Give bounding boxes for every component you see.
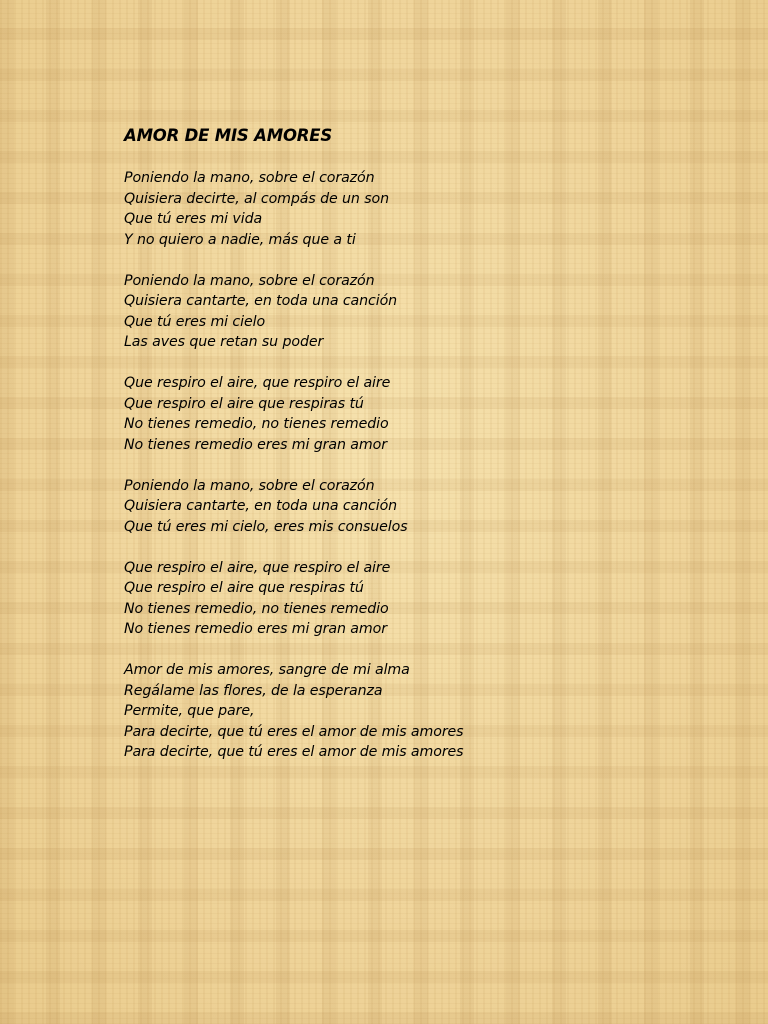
lyric-line: Que respiro el aire, que respiro el aire (124, 375, 391, 391)
stanza-6 (124, 660, 684, 763)
lyric-line: Amor de mis amores, sangre de mi alma (124, 662, 410, 678)
lyric-line: No tienes remedio eres mi gran amor (124, 621, 387, 637)
lyric-line: Para decirte, que tú eres el amor de mis amores (124, 723, 464, 740)
lyric-line: Que tú eres mi vida (124, 211, 263, 227)
stanza-5 (124, 558, 684, 640)
stanza-2 (124, 271, 684, 353)
lyric-line: Que tú eres mi cielo, eres mis consuelos (124, 518, 408, 535)
lyric-line: Que tú eres mi cielo (124, 313, 266, 330)
lyric-line: Quisiera cantarte, en toda una canción (124, 293, 398, 309)
lyric-line: Poniendo la mano, sobre el corazón (124, 477, 375, 494)
lyric-line: Quisiera cantarte, en toda una canción (124, 498, 398, 514)
lyric-line: Quisiera decirte, al compás de un son (124, 190, 389, 207)
lyric-line: Para decirte, que tú eres el amor de mis amores (124, 744, 464, 760)
stanza-4 (124, 476, 684, 538)
lyric-line: Poniendo la mano, sobre el corazón (124, 272, 375, 289)
lyric-line: Que respiro el aire que respiras tú (124, 395, 364, 412)
lyric-line: Y no quiero a nadie, más que a ti (124, 231, 356, 248)
lyric-line: No tienes remedio, no tienes remedio (124, 416, 389, 432)
lyric-line: No tienes remedio, no tienes remedio (124, 600, 389, 617)
lyric-line: Permite, que pare, (124, 703, 255, 719)
lyric-line: Que respiro el aire, que respiro el aire (124, 559, 391, 576)
lyric-line: Poniendo la mano, sobre el corazón (124, 170, 375, 186)
stanza-1 (124, 168, 684, 250)
lyric-line: No tienes remedio eres mi gran amor (124, 436, 387, 453)
stanza-3 (124, 373, 684, 455)
lyric-line: Las aves que retan su poder (124, 334, 324, 350)
song-title: AMOR DE MIS AMORES (124, 126, 333, 145)
lyric-line: Regálame las flores, de la esperanza (124, 682, 383, 699)
lyric-line: Que respiro el aire que respiras tú (124, 580, 364, 596)
lyrics-body (124, 124, 684, 783)
